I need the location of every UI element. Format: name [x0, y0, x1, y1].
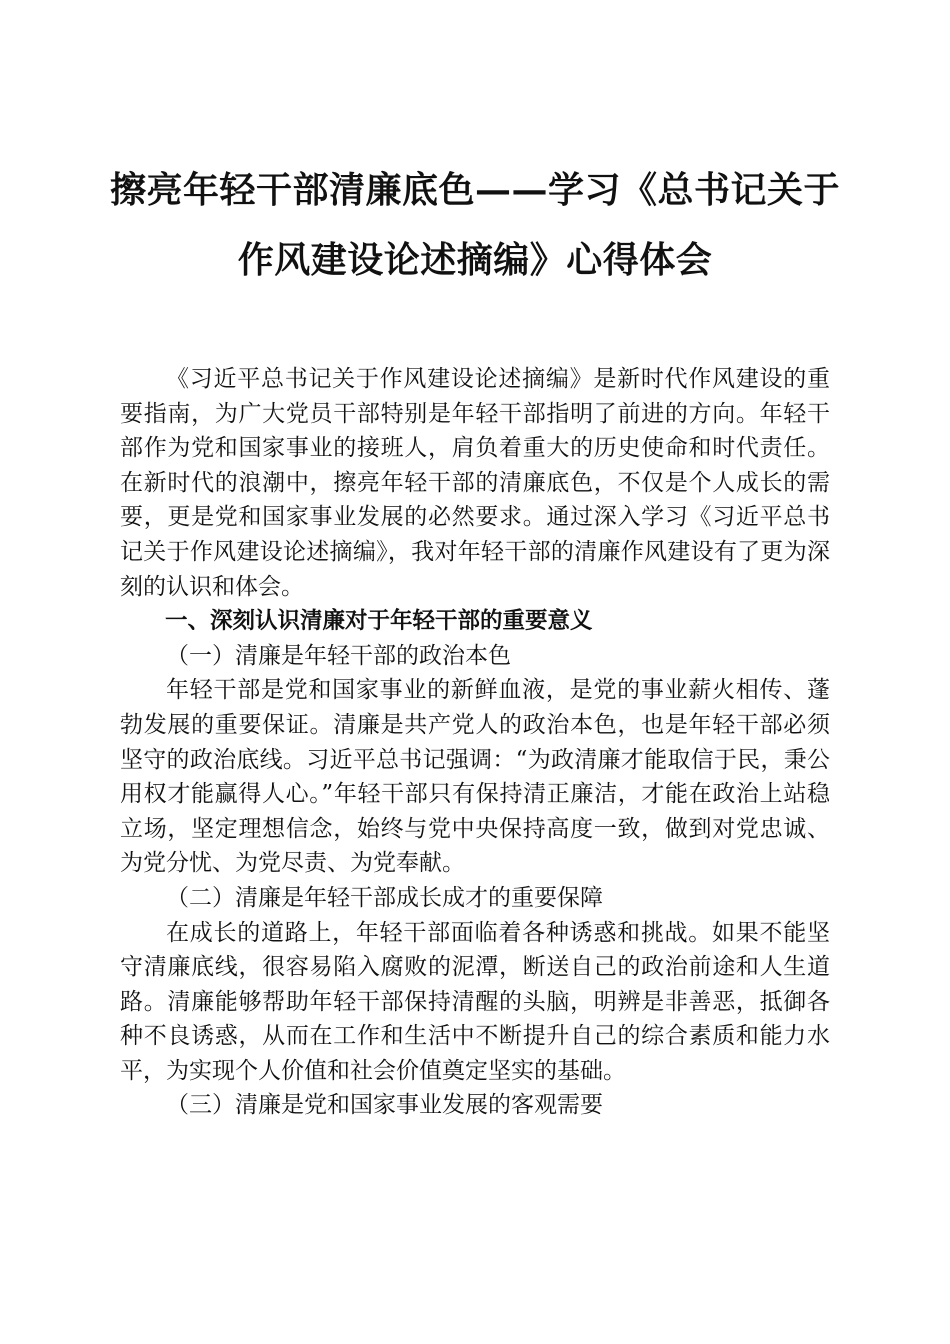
document-body [120, 362, 830, 1123]
subsection-paragraph-1: 年轻干部是党和国家事业的新鲜血液，是党的事业薪火相传、蓬勃发展的重要保证。清廉是共产党人的政治本色，也是年轻干部必须坚守的政治底线。习近平总书记强调：“为政清廉才能取信于民，秉公用权才能赢得人心。”年轻干部只有保持清正廉洁，才能在政治上站稳立场，坚定理想信念，始终与党中央保持高度一致，做到对党忠诚、为党分忧、为党尽责、为党奉献。 [120, 677, 830, 877]
intro-paragraph: 《习近平总书记关于作风建设论述摘编》是新时代作风建设的重要指南，为广大党员干部特别是年轻干部指明了前进的方向。年轻干部作为党和国家事业的接班人，肩负着重大的历史使命和时代责任。在新时代的浪潮中，擦亮年轻干部的清廉底色，不仅是个人成长的需要，更是党和国家事业发展的必然要求。通过深入学习《习近平总书记关于作风建设论述摘编》，我对年轻干部的清廉作风建设有了更为深刻的认识和体会。 [120, 366, 830, 600]
document-title-line-1: 擦亮年轻干部清廉底色——学习《总书记关于 [109, 169, 840, 211]
subsection-paragraph-2: 在成长的道路上，年轻干部面临着各种诱惑和挑战。如果不能坚守清廉底线，很容易陷入腐败的泥潭，断送自己的政治前途和人生道路。清廉能够帮助年轻干部保持清醒的头脑，明辨是非善恶，抵御各种不良诱惑，从而在工作和生活中不断提升自己的综合素质和能力水平，为实现个人价值和社会价值奠定坚实的基础。 [120, 919, 830, 1084]
document-title-line-2: 作风建设论述摘编》心得体会 [237, 239, 713, 281]
section-heading-1: 一、深刻认识清廉对于年轻干部的重要意义 [165, 608, 593, 635]
subsection-heading-3: （三）清廉是党和国家事业发展的客观需要 [166, 1092, 603, 1119]
subsection-heading-1: （一）清廉是年轻干部的政治本色 [166, 642, 511, 669]
subsection-heading-2: （二）清廉是年轻干部成长成才的重要保障 [166, 884, 603, 911]
